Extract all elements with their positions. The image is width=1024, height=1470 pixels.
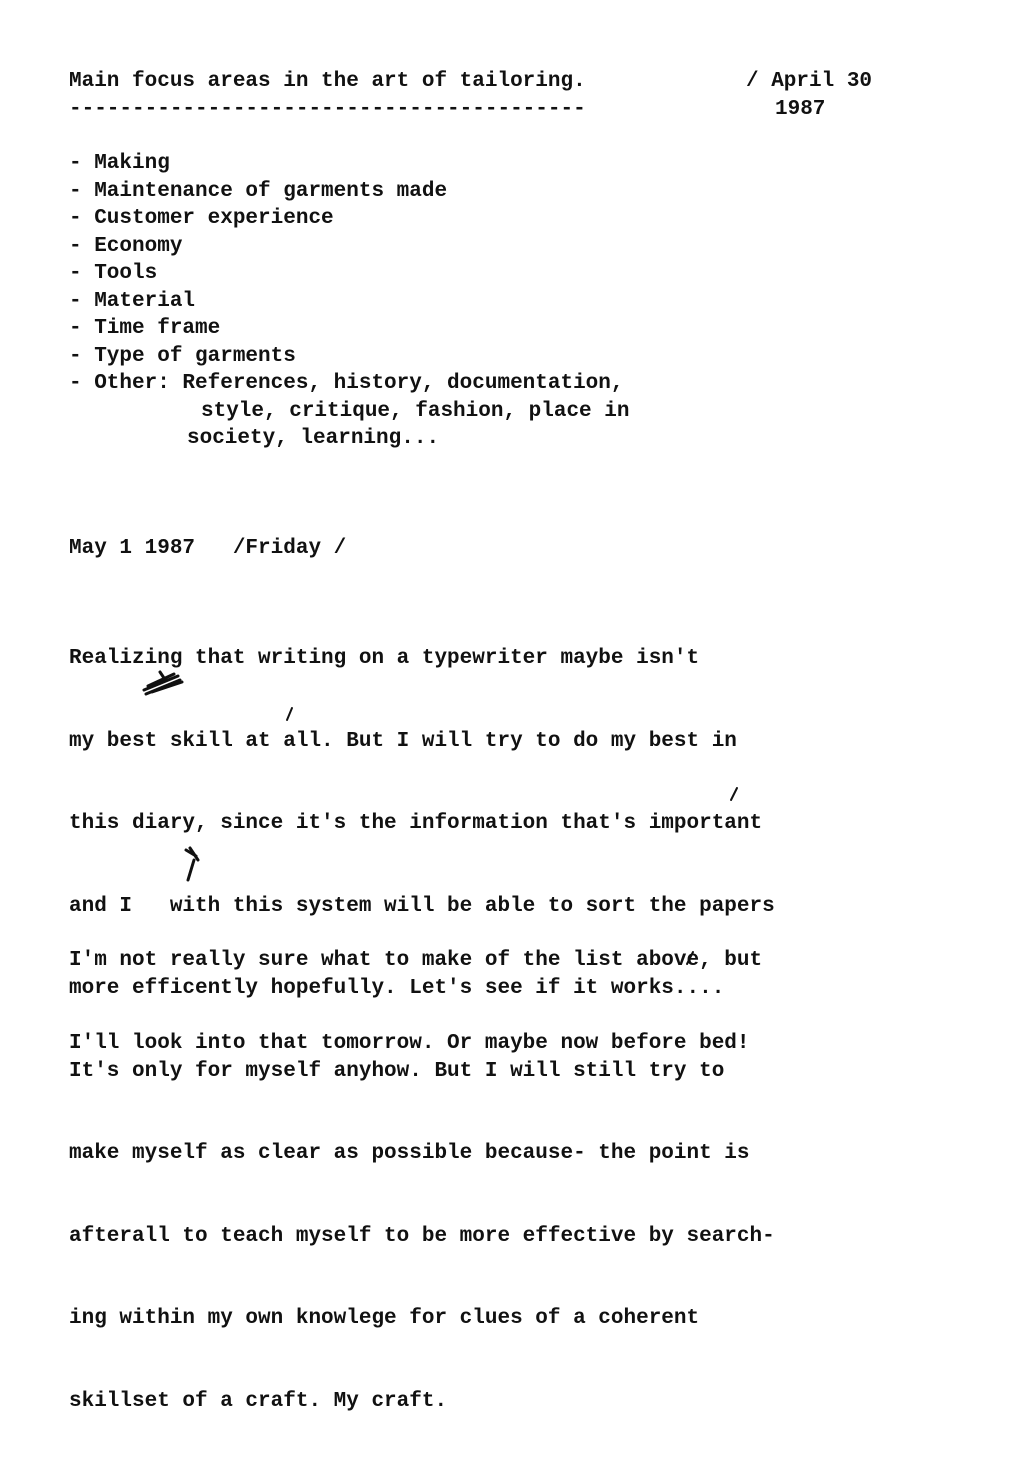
list-item: - Material [69, 289, 196, 313]
header-year: 1987 [775, 98, 826, 121]
comma-insert-mark-icon [684, 950, 696, 966]
comma-insert-mark-icon [180, 840, 202, 884]
text-line: my best skill at all. But I will try to do my best in [69, 729, 737, 753]
strikeout-scribble-icon [140, 668, 184, 698]
text-line: I'll look into that tomorrow. Or maybe now before bed! [69, 1031, 750, 1055]
list-item: - Customer experience [69, 207, 334, 230]
text-line: I'm not really sure what to make of the list above, but [69, 949, 763, 972]
list-item: - Economy [69, 234, 183, 258]
page-title: Main focus areas in the art of tailoring. [69, 70, 586, 93]
comma-insert-mark-icon [284, 706, 296, 722]
header-date: / April 30 [746, 70, 873, 93]
text-line: this diary, since it's the information that's important [69, 812, 763, 835]
list-item: - Maintenance of garments made [69, 179, 448, 203]
diary-paragraph-2 [69, 892, 762, 1112]
list-item: - Making [69, 152, 170, 175]
title-underline: ----------------------------------------- [69, 98, 586, 121]
diary-entry-date: May 1 1987 /Friday / [69, 537, 347, 560]
list-item: - Other: References, history, documentation, [69, 372, 624, 395]
text-line: Realizing that writing on a typewriter maybe isn't [69, 647, 700, 670]
text-line: It's only for myself anyhow. But I will still try to [69, 1059, 725, 1083]
list-item: - Tools [69, 262, 158, 285]
text-line: and I with this system will be able to sort the papers [69, 894, 775, 918]
list-item-continuation: style, critique, fashion, place in [201, 399, 630, 423]
list-item: - Type of garments [69, 344, 296, 368]
comma-insert-mark-icon [728, 786, 740, 802]
text-line: more efficently hopefully. Let's see if it works.... [69, 977, 725, 1000]
text-line: make myself as clear as possible because- the point is [69, 1142, 750, 1165]
list-item: - Time frame [69, 317, 221, 340]
text-line: ing within my own knowlege for clues of a coherent [69, 1307, 700, 1330]
focus-areas-list [69, 150, 624, 398]
text-line: skillset of a craft. My craft. [69, 1389, 448, 1413]
list-item-continuation: society, learning... [187, 427, 440, 450]
text-line: afterall to teach myself to be more effective by search- [69, 1224, 775, 1248]
